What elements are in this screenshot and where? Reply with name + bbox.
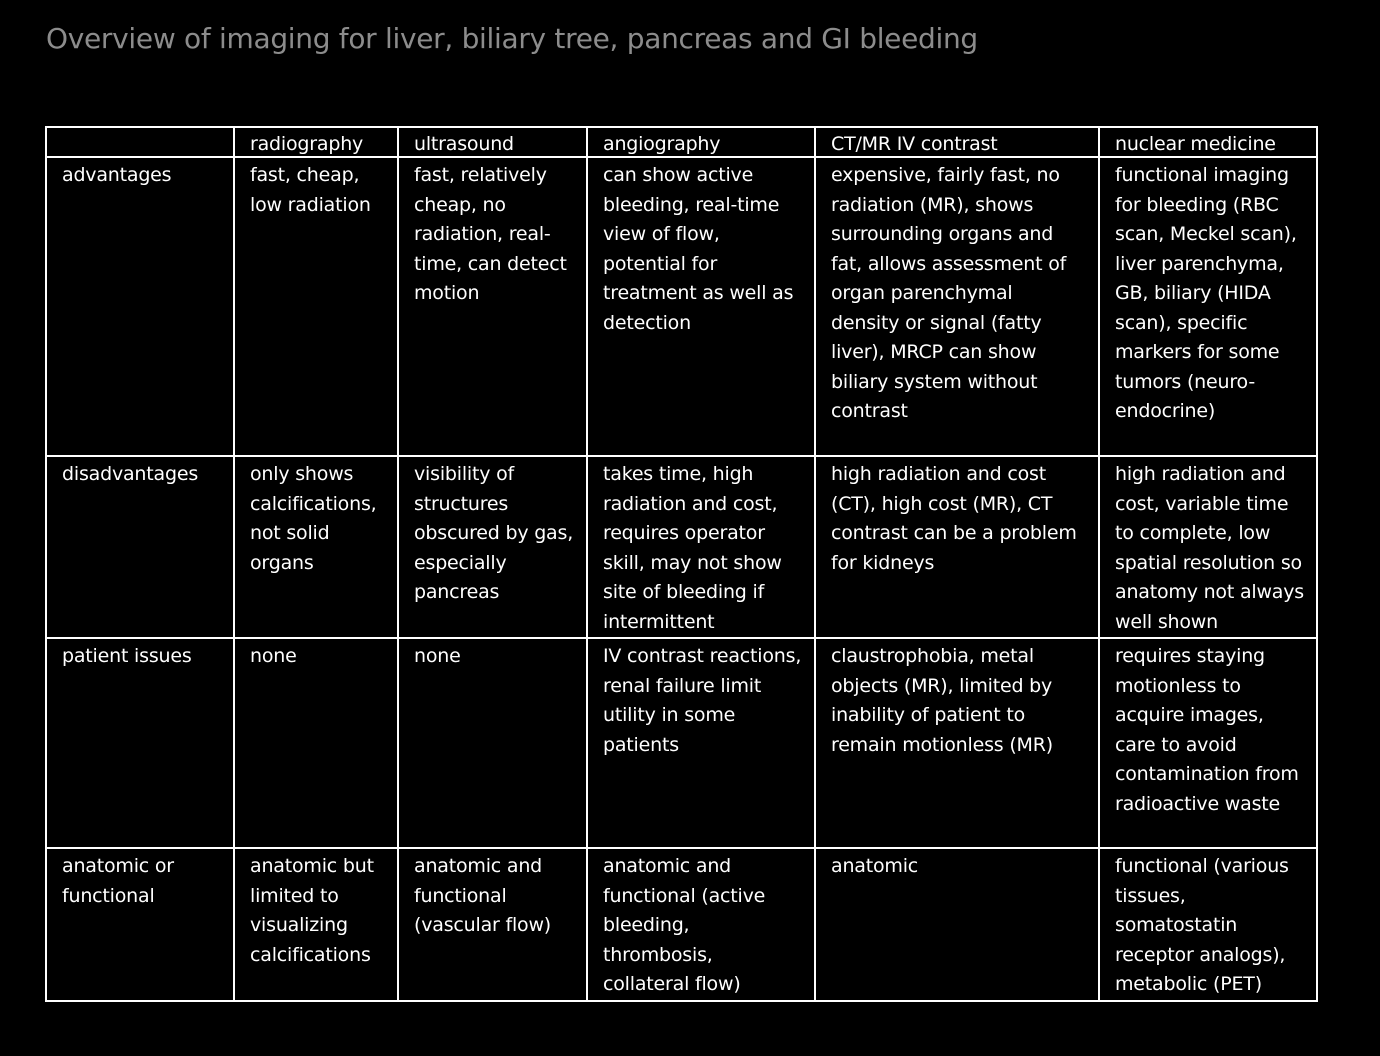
row-label: advantages: [46, 157, 234, 456]
table-cell: can show active bleeding, real-time view of flow, potential for treatment as well as detection: [587, 157, 815, 456]
table-cell: none: [398, 638, 587, 848]
table-row-anatomic-or-functional: [46, 848, 1317, 1001]
header-row: [46, 127, 1317, 157]
table-cell: IV contrast reactions, renal failure limit utility in some patients: [587, 638, 815, 848]
table-cell: anatomic and functional (active bleeding, thrombosis, collateral flow): [587, 848, 815, 1001]
table-cell: anatomic: [815, 848, 1099, 1001]
table-cell: functional (various tissues, somatostatin receptor analogs), metabolic (PET): [1099, 848, 1317, 1001]
table-cell: expensive, fairly fast, no radiation (MR), shows surrounding organs and fat, allows assessment of organ parenchymal density or signal (fatty liver), MRCP can show biliary system without contrast: [815, 157, 1099, 456]
header-cell-ultrasound: ultrasound: [398, 127, 587, 157]
header-cell-empty: [46, 127, 234, 157]
table-row-advantages: [46, 157, 1317, 456]
header-cell-nuclear-medicine: nuclear medicine: [1099, 127, 1317, 157]
imaging-comparison-table: [45, 126, 1318, 1002]
table-row-disadvantages: [46, 456, 1317, 638]
table-cell: anatomic but limited to visualizing calcifications: [234, 848, 398, 1001]
header-cell-angiography: angiography: [587, 127, 815, 157]
table-cell: functional imaging for bleeding (RBC scan, Meckel scan), liver parenchyma, GB, biliary (HIDA scan), specific markers for some tumors (neuro-endocrine): [1099, 157, 1317, 456]
table-cell: requires staying motionless to acquire images, care to avoid contamination from radioactive waste: [1099, 638, 1317, 848]
table-cell: claustrophobia, metal objects (MR), limited by inability of patient to remain motionless (MR): [815, 638, 1099, 848]
slide-title: Overview of imaging for liver, biliary tree, pancreas and GI bleeding: [46, 22, 978, 55]
table-cell: high radiation and cost, variable time to complete, low spatial resolution so anatomy not always well shown: [1099, 456, 1317, 638]
header-cell-radiography: radiography: [234, 127, 398, 157]
row-label: disadvantages: [46, 456, 234, 638]
table-cell: fast, cheap, low radiation: [234, 157, 398, 456]
table-cell: anatomic and functional (vascular flow): [398, 848, 587, 1001]
row-label: patient issues: [46, 638, 234, 848]
table-cell: fast, relatively cheap, no radiation, real-time, can detect motion: [398, 157, 587, 456]
table-cell: only shows calcifications, not solid organs: [234, 456, 398, 638]
table-cell: visibility of structures obscured by gas, especially pancreas: [398, 456, 587, 638]
table-row-patient-issues: [46, 638, 1317, 848]
table-cell: high radiation and cost (CT), high cost (MR), CT contrast can be a problem for kidneys: [815, 456, 1099, 638]
row-label: anatomic or functional: [46, 848, 234, 1001]
table-cell: none: [234, 638, 398, 848]
table-cell: takes time, high radiation and cost, requires operator skill, may not show site of bleeding if intermittent: [587, 456, 815, 638]
header-cell-ct-mr: CT/MR IV contrast: [815, 127, 1099, 157]
